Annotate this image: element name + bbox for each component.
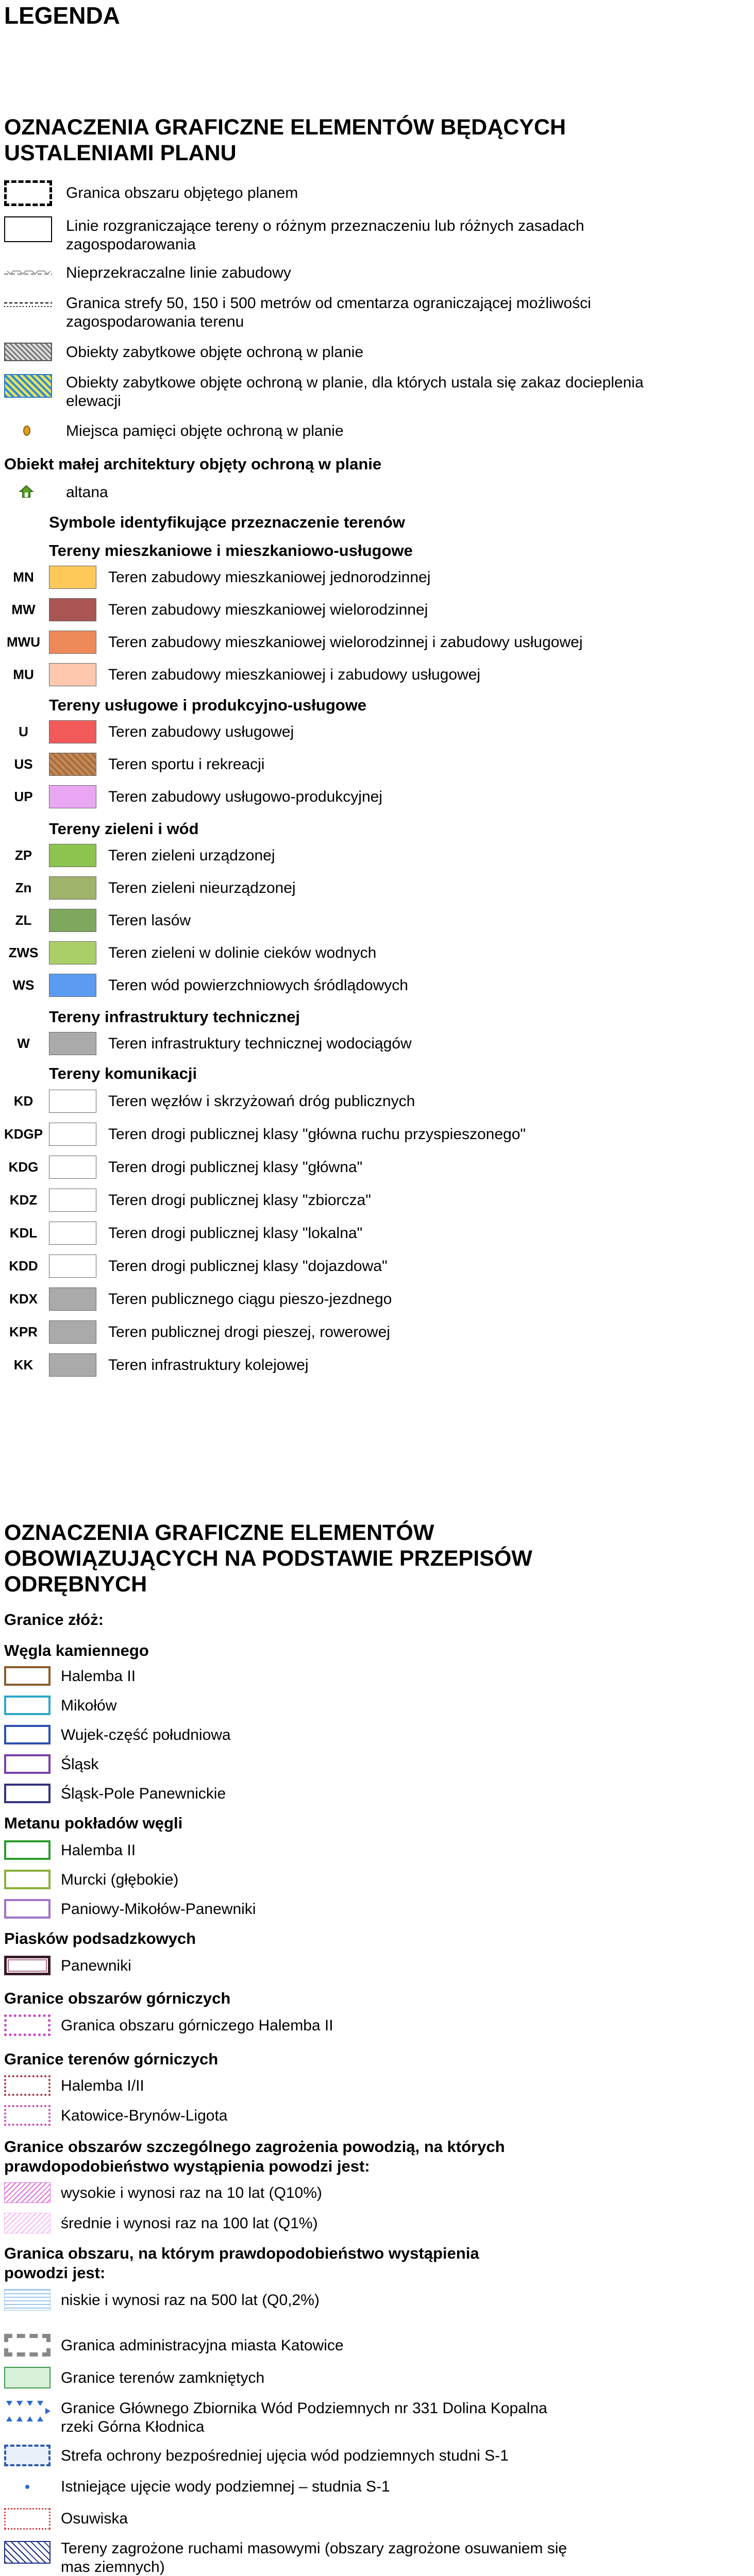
symbols-heading: Symbole identyfikujące przeznaczenie terenów	[49, 513, 405, 531]
zone-code: KK	[13, 1357, 33, 1372]
section2-heading-line1: OZNACZENIA GRAFICZNE ELEMENTÓW	[4, 1520, 434, 1545]
zone-label: Teren węzłów i skrzyżowań dróg publicznych	[108, 1093, 415, 1110]
heritage-object-symbol	[4, 343, 52, 361]
legend-item-label: Obiekty zabytkowe objęte ochroną w planie	[66, 344, 364, 361]
zone-code: KDZ	[9, 1192, 38, 1208]
protection-zone-symbol	[4, 2445, 51, 2466]
mining-area-symbol	[4, 2014, 51, 2036]
deposit-label: Śląsk-Pole Panewnickie	[61, 1785, 226, 1802]
zone-swatch	[49, 909, 96, 932]
zone-code: U	[19, 724, 28, 739]
zone-code: MWU	[7, 634, 40, 650]
deposit-label: Halemba II	[61, 1842, 136, 1859]
closed-area-symbol	[4, 2367, 51, 2388]
zone-label: Teren zabudowy mieszkaniowej jednorodzinnej	[108, 569, 431, 586]
flood-heading-line2: prawdopodobieństwo wystąpienia powodzi jest:	[4, 2157, 370, 2175]
group-heading: Tereny mieszkaniowe i mieszkaniowo-usługowe	[49, 541, 413, 560]
zone-code: KDGP	[4, 1126, 43, 1142]
zone-code: KDD	[9, 1258, 38, 1274]
deposit-label: Mikołów	[61, 1697, 117, 1714]
zone-label: Teren zieleni nieurządzonej	[108, 879, 296, 896]
zone-label: Teren sportu i rekreacji	[108, 756, 265, 773]
dividing-lines-symbol	[4, 216, 52, 242]
deposit-boundary-symbol	[4, 1754, 51, 1774]
zone-swatch	[49, 1222, 96, 1245]
zone-label: Teren zabudowy mieszkaniowej wielorodzinnej	[108, 601, 428, 618]
group-heading: Tereny zieleni i wód	[49, 820, 199, 838]
zone-code: MW	[11, 602, 36, 617]
small-architecture-heading: Obiekt małej architektury objęty ochroną w planie	[4, 455, 382, 473]
zone-swatch	[49, 631, 96, 654]
legend-item-label: Nieprzekraczalne linie zabudowy	[66, 264, 291, 281]
zone-swatch	[49, 844, 96, 867]
zone-swatch	[49, 1123, 96, 1146]
flood2-heading-line1: Granica obszaru, na którym prawdopodobieństwo wystąpienia	[4, 2244, 479, 2262]
mining-terrain-symbol	[4, 2075, 51, 2096]
zone-code: WS	[12, 977, 35, 993]
deposit-boundary-symbol	[4, 1725, 51, 1744]
zone-label: Teren drogi publicznej klasy "główna ruchu przyspieszonego"	[108, 1126, 526, 1143]
flood-zone-symbol	[4, 2213, 51, 2233]
deposit-label: Murcki (głębokie)	[61, 1871, 179, 1888]
misc-label: Strefa ochrony bezpośredniej ujęcia wód podziemnych studni S-1	[61, 2447, 509, 2464]
section1-heading-line2: USTALENIAMI PLANU	[4, 141, 237, 165]
legend-item-label: elewacji	[66, 393, 121, 410]
section2-heading-line3: ODRĘBNYCH	[4, 1572, 147, 1597]
legend-item-label: zagospodarowania	[66, 236, 196, 253]
mining-terrains-heading: Granice terenów górniczych	[4, 2050, 219, 2068]
zone-swatch	[49, 974, 96, 997]
misc-label: Tereny zagrożone ruchami masowymi (obszary zagrożone osuwaniem się	[61, 2540, 567, 2557]
deposit-boundary-symbol	[4, 1840, 51, 1860]
zone-code: MN	[13, 569, 34, 585]
deposit-label: Halemba II	[61, 1668, 136, 1685]
zone-code: ZP	[14, 848, 32, 863]
zone-label: Teren infrastruktury technicznej wodociągów	[108, 1035, 412, 1052]
zone-code: US	[14, 756, 33, 772]
zone-swatch	[49, 1032, 96, 1055]
zone-label: Teren zabudowy usługowo-produkcyjnej	[108, 788, 382, 805]
deposit-label: Panewniki	[61, 1957, 131, 1974]
zone-label: Teren drogi publicznej klasy "lokalna"	[108, 1225, 363, 1242]
mining-terrain-label: Katowice-Brynów-Ligota	[61, 2107, 228, 2124]
zone-swatch	[49, 941, 96, 964]
legend-item-label: zagospodarowania terenu	[66, 313, 244, 330]
plan-boundary-symbol	[4, 180, 52, 206]
zone-code: MU	[13, 667, 34, 682]
deposit-boundary-symbol	[4, 1870, 51, 1889]
zone-swatch	[49, 1189, 96, 1212]
deposits-heading: Granice złóż:	[4, 1611, 104, 1629]
deposit-boundary-symbol	[4, 1666, 51, 1686]
zone-swatch	[49, 876, 96, 900]
legend-title: LEGENDA	[4, 2, 120, 29]
zone-label: Teren publicznego ciągu pieszo-jezdnego	[108, 1291, 392, 1308]
zone-label: Teren drogi publicznej klasy "główna"	[108, 1159, 363, 1176]
heritage-insulation-ban-symbol	[4, 374, 52, 398]
deposit-boundary-symbol	[4, 1899, 51, 1919]
deposit-boundary-symbol	[4, 1956, 51, 1975]
legend-item-label: Obiekty zabytkowe objęte ochroną w planie, dla których ustala się zakaz docieplenia	[66, 374, 644, 391]
deposit-boundary-symbol	[4, 1784, 51, 1803]
zone-swatch	[49, 720, 96, 743]
zone-label: Teren wód powierzchniowych śródlądowych	[108, 977, 408, 994]
legend-item-label: Granica obszaru objętego planem	[66, 184, 298, 201]
deposit-label: Wujek-część południowa	[61, 1726, 231, 1743]
zone-label: Teren publicznej drogi pieszej, rowerowej	[108, 1324, 390, 1341]
flood-zone-label: wysokie i wynosi raz na 10 lat (Q10%)	[61, 2184, 322, 2201]
misc-label: Granice terenów zamkniętych	[61, 2369, 265, 2386]
flood-zone-label: niskie i wynosi raz na 500 lat (Q0,2%)	[61, 2292, 320, 2309]
legend-item-label: Miejsca pamięci objęte ochroną w planie	[66, 422, 344, 439]
zone-label: Teren zieleni w dolinie cieków wodnych	[108, 944, 377, 961]
group-heading: Tereny usługowe i produkcyjno-usługowe	[49, 696, 367, 714]
misc-label: Istniejące ujęcie wody podziemnej – studnia S-1	[61, 2478, 390, 2495]
gazebo-icon	[19, 484, 34, 499]
zone-swatch	[49, 598, 96, 621]
misc-label: Osuwiska	[61, 2510, 128, 2527]
section2-heading-line2: OBOWIĄZUJĄCYCH NA PODSTAWIE PRZEPISÓW	[4, 1546, 532, 1571]
zone-swatch	[49, 663, 96, 686]
zone-label: Teren drogi publicznej klasy "dojazdowa"	[108, 1258, 388, 1275]
flood-zone-symbol	[4, 2289, 51, 2311]
well-icon	[23, 2482, 32, 2492]
zone-swatch	[49, 1090, 96, 1113]
landslide-symbol	[4, 2508, 51, 2530]
misc-label: mas ziemnych)	[61, 2558, 165, 2575]
zone-label: Teren zabudowy mieszkaniowej wielorodzinnej i zabudowy usługowej	[108, 634, 583, 651]
zone-label: Teren zabudowy usługowej	[108, 723, 294, 740]
zone-code: KDG	[8, 1159, 39, 1175]
zone-label: Teren drogi publicznej klasy "zbiorcza"	[108, 1192, 371, 1209]
memorial-site-icon	[21, 424, 33, 437]
zone-code: KDL	[9, 1225, 38, 1241]
legend-item-label: Linie rozgraniczające tereny o różnym przeznaczeniu lub różnych zasadach	[66, 217, 584, 234]
group-heading: Tereny komunikacji	[49, 1064, 197, 1082]
deposit-label: Śląsk	[61, 1756, 99, 1773]
mining-terrain-symbol	[4, 2105, 51, 2126]
zone-code: ZL	[15, 912, 32, 928]
deposit-label: Paniowy-Mikołów-Panewniki	[61, 1901, 256, 1918]
zone-code: KPR	[9, 1324, 38, 1340]
zone-swatch	[49, 1320, 96, 1344]
zone-swatch	[49, 1156, 96, 1179]
flood-zone-label: średnie i wynosi raz na 100 lat (Q1%)	[61, 2215, 318, 2232]
section1-heading-line1: OZNACZENIA GRAFICZNE ELEMENTÓW BĘDĄCYCH	[4, 115, 566, 140]
deposit-boundary-symbol	[4, 1696, 51, 1715]
flood2-heading-line2: powodzi jest:	[4, 2264, 106, 2282]
zone-swatch	[49, 1353, 96, 1377]
zone-label: Teren infrastruktury kolejowej	[108, 1357, 309, 1374]
zone-code: KDX	[9, 1291, 38, 1307]
legend-item-label: Granica strefy 50, 150 i 500 metrów od cmentarza ograniczającej możliwości	[66, 295, 591, 312]
zone-label: Teren zieleni urządzonej	[108, 847, 275, 864]
altana-label: altana	[66, 484, 108, 501]
gzwp-boundary-symbol	[4, 2399, 52, 2424]
mass-movement-symbol	[4, 2541, 51, 2564]
misc-label: Granica administracyjna miasta Katowice	[61, 2337, 344, 2354]
group-heading: Tereny infrastruktury technicznej	[49, 1008, 300, 1026]
zone-code: KD	[13, 1093, 33, 1109]
zone-label: Teren lasów	[108, 912, 191, 929]
building-line-symbol	[4, 268, 52, 279]
zone-label: Teren zabudowy mieszkaniowej i zabudowy usługowej	[108, 666, 481, 683]
zone-code: ZWS	[8, 945, 39, 960]
zone-swatch	[49, 753, 96, 776]
zone-swatch	[49, 785, 96, 808]
misc-label: Granice Głównego Zbiornika Wód Podziemnych nr 331 Dolina Kopalna	[61, 2400, 547, 2417]
sand-heading: Piasków podsadzkowych	[4, 1929, 196, 1947]
methane-heading: Metanu pokładów węgli	[4, 1814, 183, 1832]
misc-label: rzeki Górna Kłodnica	[61, 2418, 205, 2435]
zone-swatch	[49, 1255, 96, 1278]
mining-area-label: Granica obszaru górniczego Halemba II	[61, 2017, 333, 2034]
zone-code: W	[17, 1036, 30, 1051]
flood-zone-symbol	[4, 2182, 51, 2203]
zone-code: Zn	[15, 880, 32, 895]
zone-swatch	[49, 1287, 96, 1311]
cemetery-zone-symbol	[4, 300, 52, 310]
mining-areas-heading: Granice obszarów górniczych	[4, 1989, 231, 2007]
admin-boundary-symbol	[4, 2334, 51, 2357]
zone-code: UP	[14, 789, 33, 804]
coal-heading: Węgla kamiennego	[4, 1641, 149, 1659]
flood-heading-line1: Granice obszarów szczególnego zagrożenia powodzią, na których	[4, 2138, 505, 2156]
mining-terrain-label: Halemba I/II	[61, 2077, 144, 2094]
zone-swatch	[49, 566, 96, 589]
